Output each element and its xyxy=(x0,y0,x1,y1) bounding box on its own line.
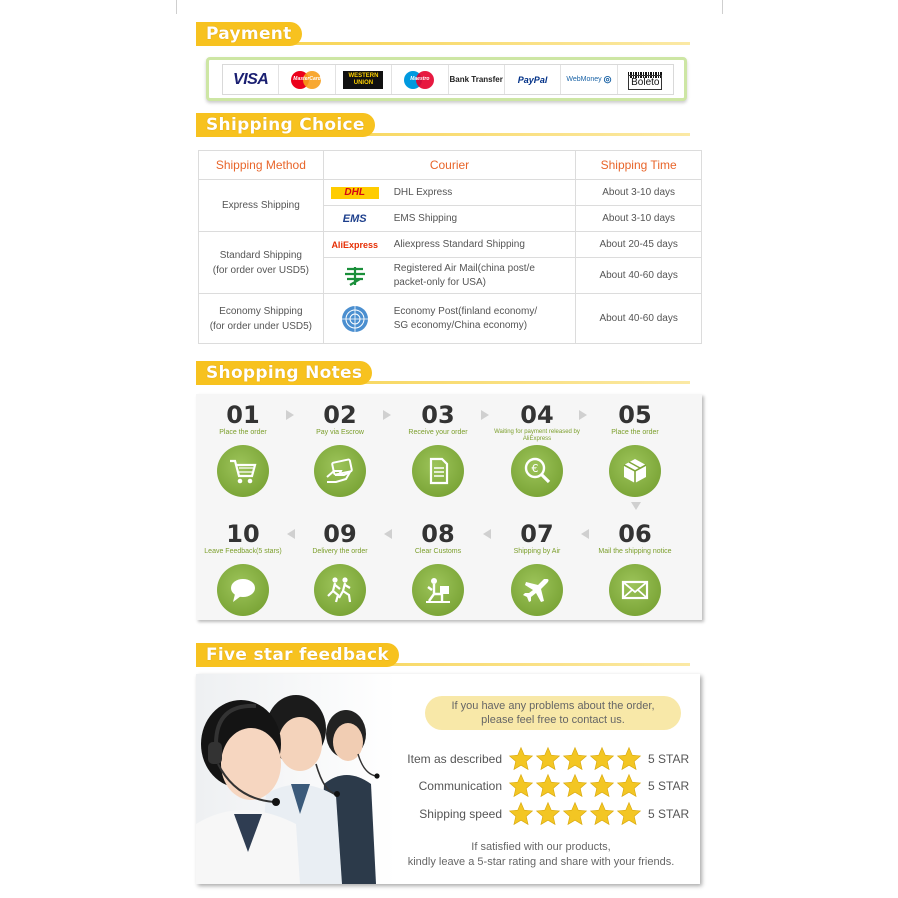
dhl-logo: DHL xyxy=(331,187,379,199)
rating-label: Item as described xyxy=(407,752,502,766)
payment-methods-box xyxy=(206,57,687,101)
feedback-request-text: If satisfied with our products, kindly leave a 5-star rating and share with your friends. xyxy=(407,841,675,868)
notes-section-header xyxy=(196,361,690,387)
star-icon xyxy=(589,801,615,827)
rating-value: 5 STAR xyxy=(648,752,690,766)
step-01: 01 Place the order xyxy=(193,402,293,497)
rating-value: 5 STAR xyxy=(648,807,690,821)
visa-logo: VISA xyxy=(223,65,279,94)
star-icon xyxy=(616,746,642,772)
envelope-icon xyxy=(619,574,651,606)
star-icon xyxy=(535,801,561,827)
document-icon xyxy=(422,455,454,487)
payment-title: Payment xyxy=(196,22,302,46)
courier-name: EMS Shipping xyxy=(393,212,458,224)
rating-label: Shipping speed xyxy=(419,807,502,821)
step-06: 06 Mail the shipping notice xyxy=(585,521,685,616)
header-underline xyxy=(236,42,690,45)
payment-section-header xyxy=(196,22,690,48)
step-10: 10 Leave Feedback(5 stars) xyxy=(193,521,293,616)
star-rating xyxy=(508,746,642,772)
table-row xyxy=(199,294,702,344)
bank-transfer-text: Bank Transfer xyxy=(449,65,505,94)
courier-name: packet-only for USA) xyxy=(393,276,486,288)
step-08: 08 Clear Customs xyxy=(388,521,488,616)
table-row xyxy=(199,180,702,206)
shipping-section-header xyxy=(196,113,690,139)
contact-message: If you have any problems about the order, please feel free to contact us. xyxy=(425,696,681,730)
customs-icon xyxy=(422,574,454,606)
rating-row-item xyxy=(386,746,696,772)
un-globe-icon xyxy=(340,304,370,334)
method-cell: Standard Shipping (for order over USD5) xyxy=(199,232,324,294)
shipping-title: Shipping Choice xyxy=(196,113,375,137)
shipping-time: About 3-10 days xyxy=(576,180,702,206)
shopping-notes-panel xyxy=(196,394,702,620)
table-row xyxy=(199,232,702,258)
package-icon xyxy=(619,455,651,487)
star-icon xyxy=(589,773,615,799)
star-icon xyxy=(562,746,588,772)
col-header-courier: Courier xyxy=(323,151,576,180)
step-09: 09 Delivery the order xyxy=(290,521,390,616)
step-07: 07 Shipping by Air xyxy=(487,521,587,616)
delivery-runner-icon xyxy=(324,574,356,606)
shipping-time: About 40-60 days xyxy=(576,294,702,344)
star-rating xyxy=(508,801,642,827)
star-icon xyxy=(508,801,534,827)
aliexpress-logo: AliExpress xyxy=(331,239,378,250)
euro-search-icon xyxy=(521,455,553,487)
rating-row-communication xyxy=(386,773,696,799)
shipping-time: About 40-60 days xyxy=(576,258,702,294)
shipping-time: About 3-10 days xyxy=(576,206,702,232)
courier-name: Aliexpress Standard Shipping xyxy=(393,238,525,250)
step-03: 03 Receive your order xyxy=(388,402,488,497)
feedback-panel xyxy=(196,674,700,884)
star-icon xyxy=(535,746,561,772)
flow-arrow-down xyxy=(631,502,641,510)
airplane-icon xyxy=(521,574,553,606)
rating-value: 5 STAR xyxy=(648,779,690,793)
rating-label: Communication xyxy=(418,779,502,793)
courier-name: Registered Air Mail(china post/e xyxy=(393,262,535,274)
star-icon xyxy=(562,801,588,827)
boleto-logo: Boleto xyxy=(618,65,673,94)
method-cell: Economy Shipping (for order under USD5) xyxy=(199,294,324,344)
mastercard-logo: MasterCard xyxy=(279,65,335,94)
col-header-time: Shipping Time xyxy=(576,151,702,180)
ems-logo: EMS xyxy=(342,212,367,225)
notes-title: Shopping Notes xyxy=(196,361,372,385)
customer-service-agents-image xyxy=(196,674,396,884)
shipping-time: About 20-45 days xyxy=(576,232,702,258)
star-icon xyxy=(508,773,534,799)
col-header-method: Shipping Method xyxy=(199,151,324,180)
shipping-table xyxy=(198,150,702,344)
star-icon xyxy=(589,746,615,772)
star-icon xyxy=(508,746,534,772)
page-edge-line xyxy=(176,0,177,14)
feedback-section-header xyxy=(196,643,690,669)
star-rating xyxy=(508,773,642,799)
page-edge-line xyxy=(722,0,723,14)
step-05: 05 Place the order xyxy=(585,402,685,497)
courier-name: SG economy/China economy) xyxy=(393,319,528,331)
star-icon xyxy=(616,773,642,799)
step-02: 02 Pay via Escrow xyxy=(290,402,390,497)
method-cell: Express Shipping xyxy=(199,180,324,232)
maestro-logo: Maestro xyxy=(392,65,448,94)
paypal-logo: PayPal xyxy=(505,65,561,94)
feedback-title: Five star feedback xyxy=(196,643,399,667)
courier-name: Economy Post(finland economy/ xyxy=(393,305,538,317)
western-union-logo: WESTERN UNION xyxy=(336,65,392,94)
chat-bubble-icon xyxy=(227,574,259,606)
star-icon xyxy=(535,773,561,799)
rating-row-shipping xyxy=(386,801,696,827)
svg-text:€: € xyxy=(531,462,539,475)
star-icon xyxy=(616,801,642,827)
star-icon xyxy=(562,773,588,799)
step-04: 04 Waiting for payment released by AliExpress € xyxy=(487,402,587,497)
webmoney-logo: WebMoney ◎ xyxy=(561,65,617,94)
china-post-icon xyxy=(343,265,367,287)
card-payment-icon xyxy=(324,455,356,487)
cart-icon xyxy=(227,455,259,487)
courier-name: DHL Express xyxy=(393,186,453,198)
